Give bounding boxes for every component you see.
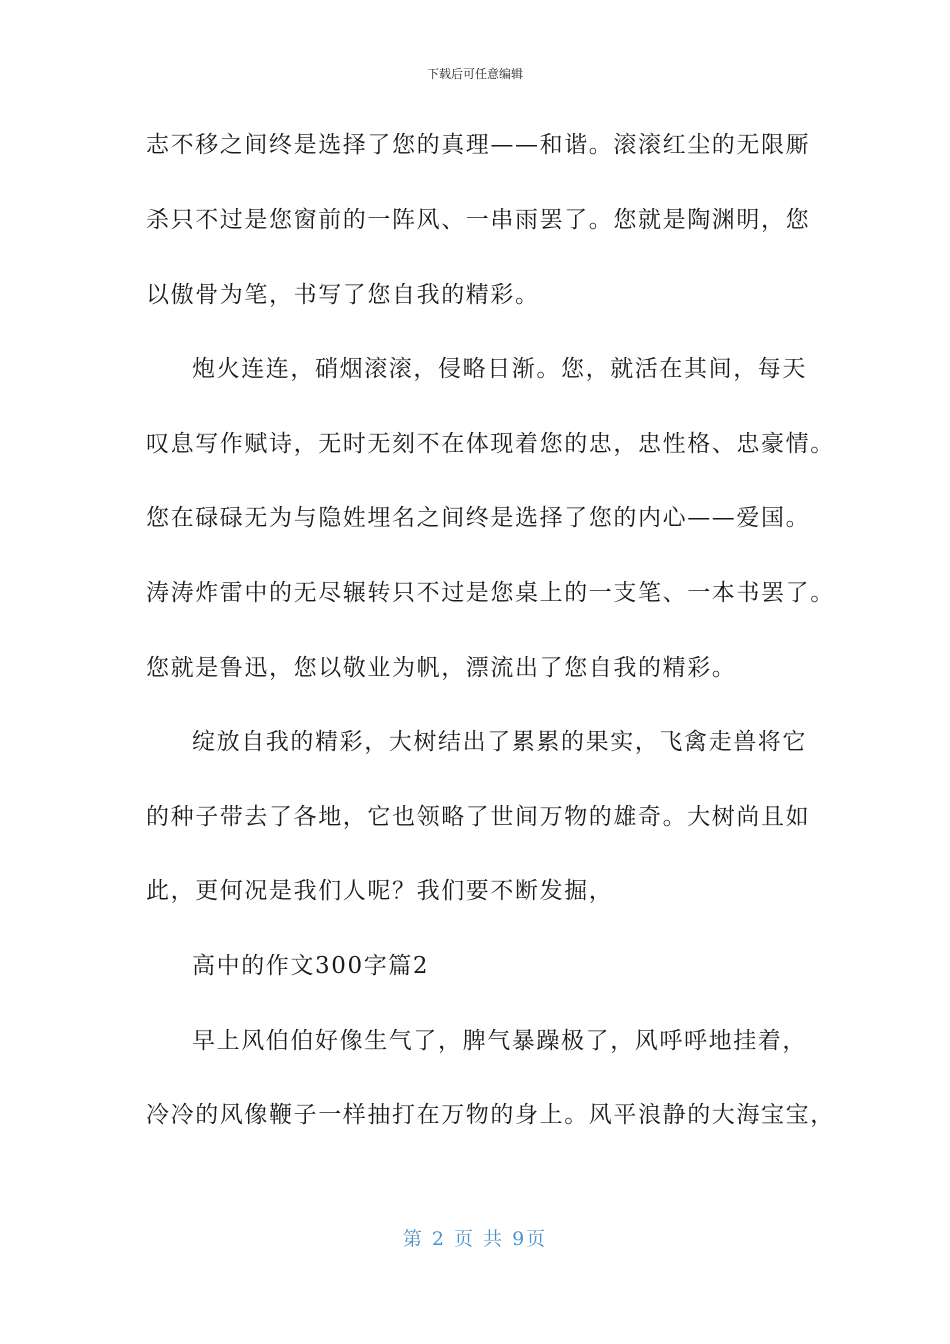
- paragraph-start-line: 早上风伯伯好像生气了，脾气暴躁极了，风呼呼地挂着，: [192, 1028, 807, 1054]
- section-heading: 高中的作文300字篇2: [192, 953, 430, 979]
- text-line: 您在碌碌无为与隐姓埋名之间终是选择了您的内心——爱国。: [146, 505, 811, 531]
- text-line: 以傲骨为笔，书写了您自我的精彩。: [146, 282, 540, 308]
- text-line: 志不移之间终是选择了您的真理——和谐。滚滚红尘的无限厮: [146, 132, 811, 158]
- page-header: 下载后可任意编辑: [426, 67, 523, 81]
- text-line: 您就是鲁迅，您以敬业为帆，漂流出了您自我的精彩。: [146, 655, 737, 681]
- text-line: 的种子带去了各地，它也领略了世间万物的雄奇。大树尚且如: [146, 804, 811, 830]
- text-line: 此，更何况是我们人呢？我们要不断发掘，: [146, 878, 614, 904]
- text-line: 杀只不过是您窗前的一阵风、一串雨罢了。您就是陶渊明，您: [146, 207, 811, 233]
- text-line: 冷冷的风像鞭子一样抽打在万物的身上。风平浪静的大海宝宝，: [146, 1102, 835, 1128]
- paragraph-start-line: 炮火连连，硝烟滚滚，侵略日渐。您，就活在其间，每天: [192, 356, 807, 382]
- text-line: 涛涛炸雷中的无尽辗转只不过是您桌上的一支笔、一本书罢了。: [146, 580, 835, 606]
- paragraph-start-line: 绽放自我的精彩，大树结出了累累的果实，飞禽走兽将它: [192, 729, 807, 755]
- text-line: 叹息写作赋诗，无时无刻不在体现着您的忠，忠性格、忠豪情。: [146, 431, 835, 457]
- page-number-footer: 第 2 页 共 9页: [402, 1228, 548, 1250]
